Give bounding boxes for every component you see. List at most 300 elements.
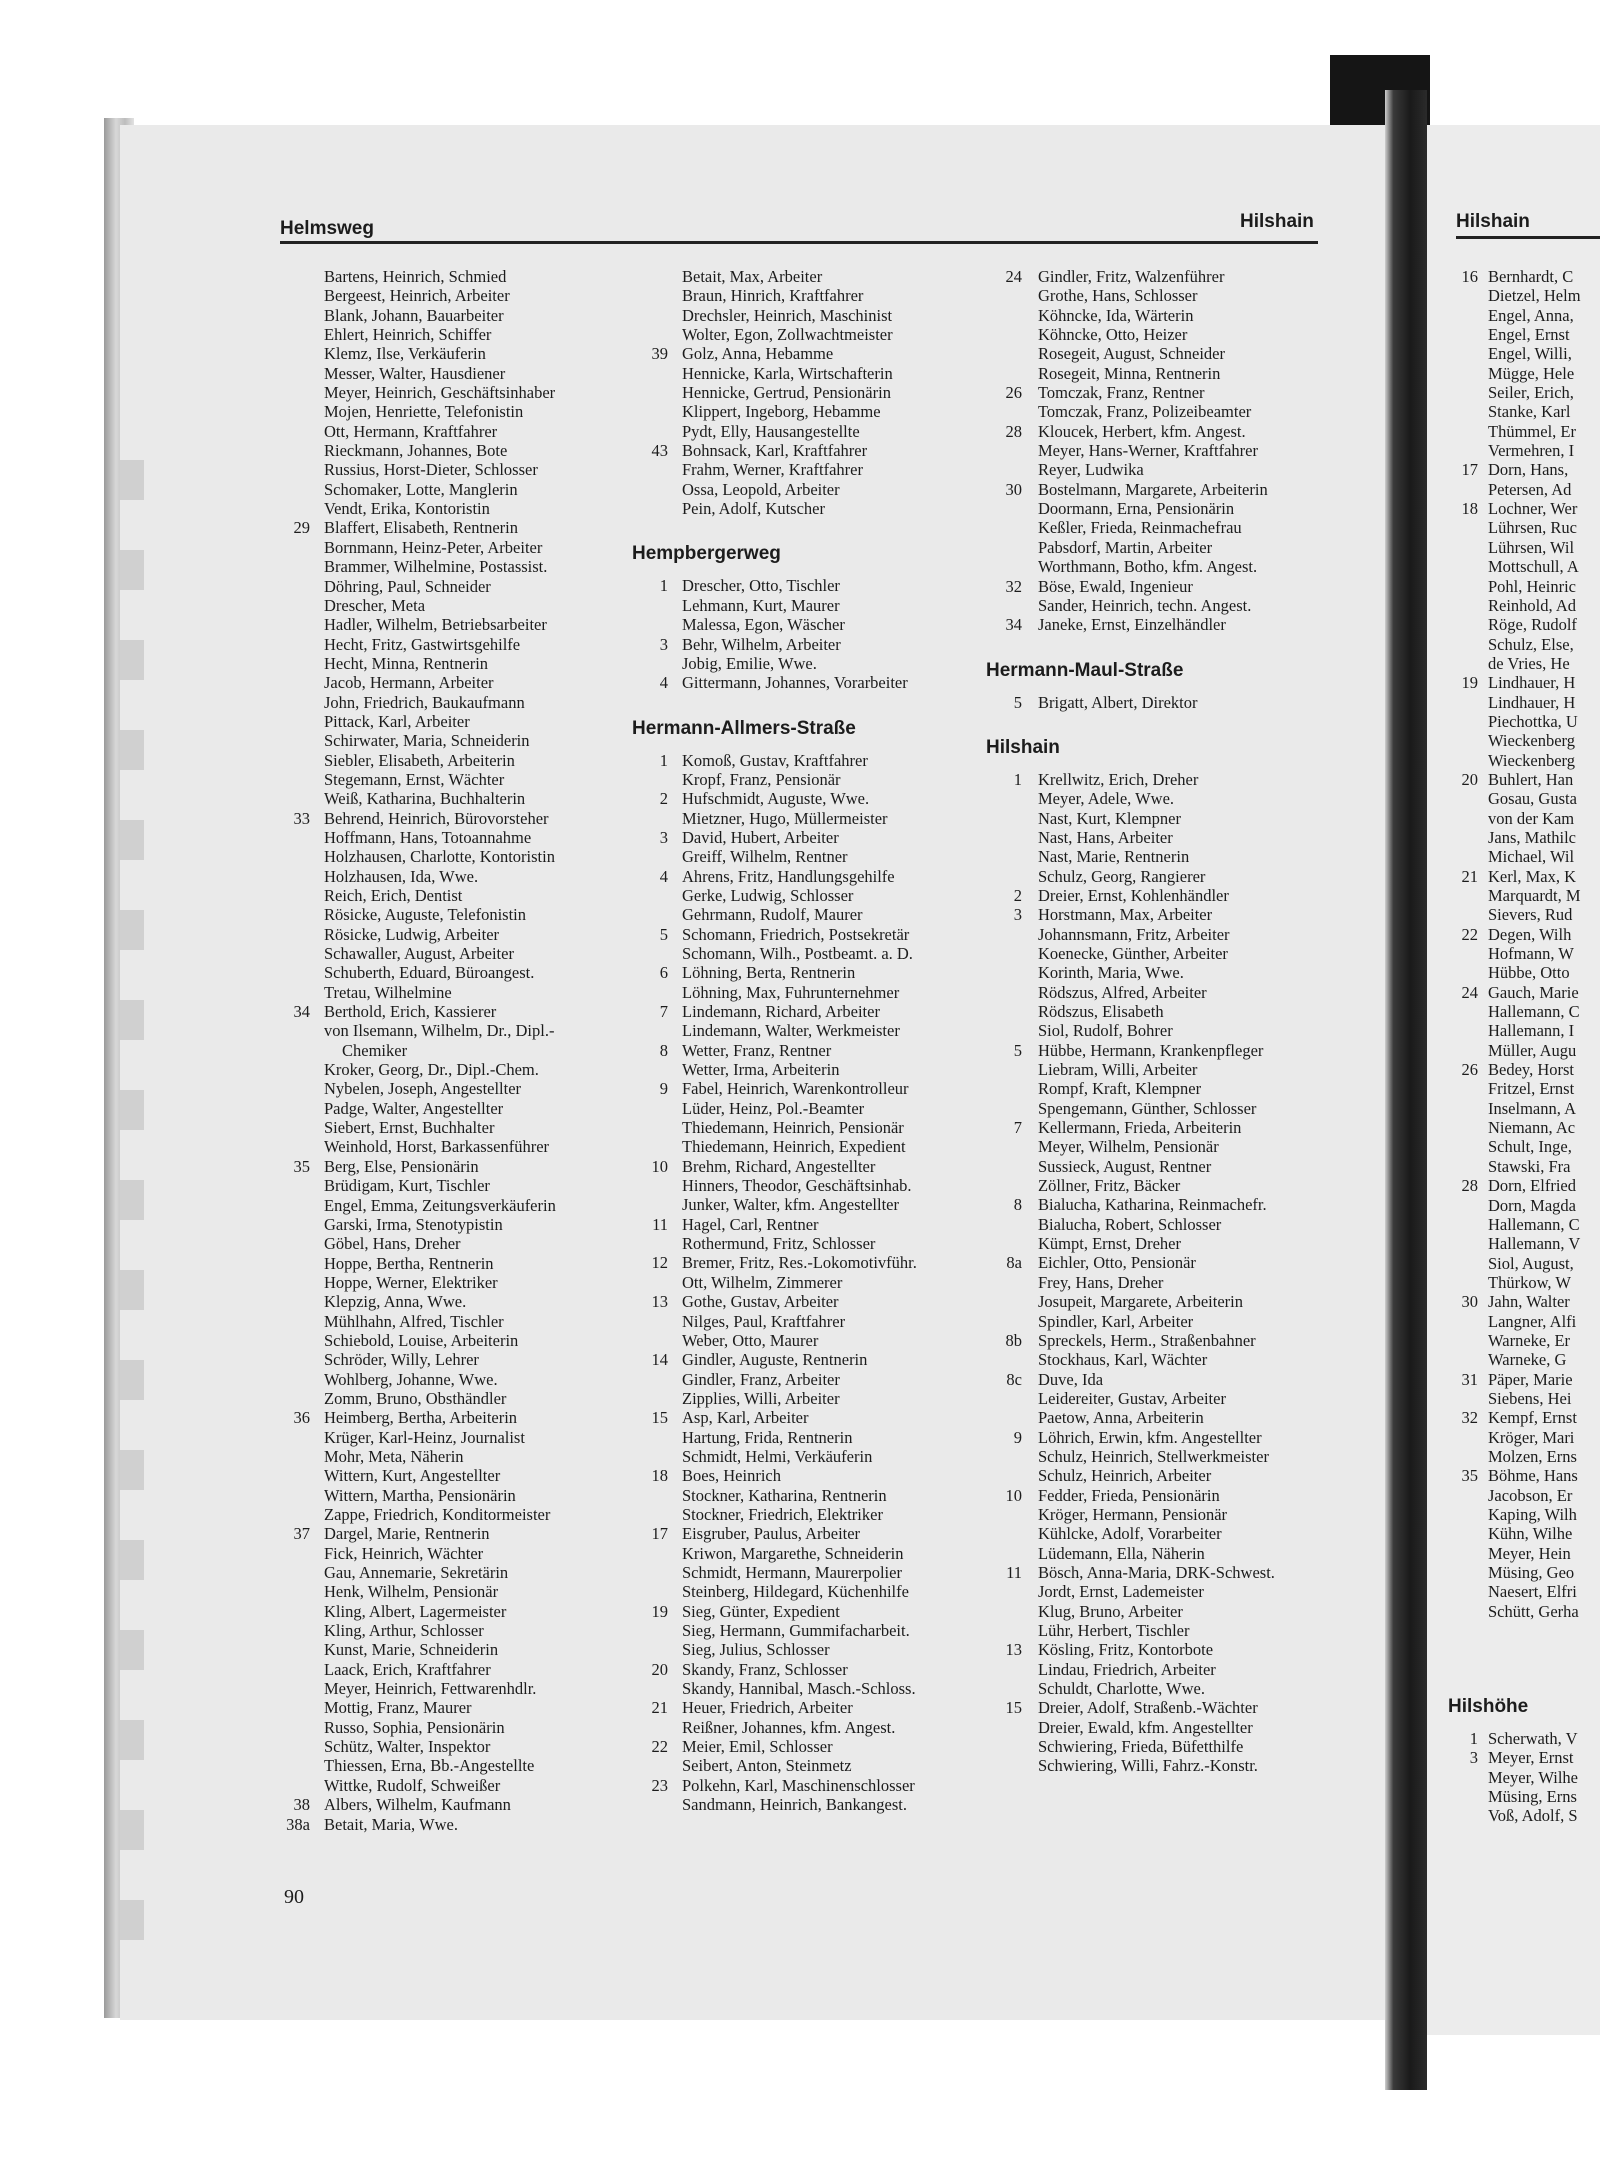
house-number: 38a — [286, 1814, 310, 1834]
resident-entry — [632, 1660, 992, 1679]
resident-name: Siol, August, — [1488, 1253, 1574, 1273]
resident-name: Brigatt, Albert, Direktor — [1038, 692, 1198, 712]
resident-name: Stawski, Fra — [1488, 1156, 1571, 1176]
resident-name: Schulz, Heinrich, Stellwerkmeister — [1038, 1446, 1269, 1466]
resident-entry — [986, 1331, 1346, 1350]
resident-name: Janeke, Ernst, Einzelhändler — [1038, 615, 1226, 635]
resident-name: Hübbe, Otto — [1488, 963, 1570, 983]
resident-name: Wittern, Kurt, Angestellter — [324, 1466, 501, 1486]
resident-name: Schult, Inge, — [1488, 1137, 1572, 1157]
resident-entry — [274, 1679, 634, 1698]
resident-name: Kling, Albert, Lagermeister — [324, 1601, 507, 1621]
resident-name: Thiedemann, Heinrich, Expedient — [682, 1137, 906, 1157]
resident-name: Schirwater, Maria, Schneiderin — [324, 731, 530, 751]
resident-entry — [1448, 1524, 1600, 1543]
resident-entry — [986, 1350, 1346, 1369]
resident-entry — [986, 1486, 1346, 1505]
resident-name: Köhncke, Otto, Heizer — [1038, 325, 1188, 345]
resident-name: Gindler, Auguste, Rentnerin — [682, 1350, 868, 1370]
resident-name: Döhring, Paul, Schneider — [324, 576, 491, 596]
resident-name: Bremer, Fritz, Res.-Lokomotivführ. — [682, 1253, 917, 1273]
resident-entry — [1448, 1021, 1600, 1040]
resident-entry — [1448, 944, 1600, 963]
resident-name: Siol, Rudolf, Bohrer — [1038, 1021, 1173, 1041]
resident-entry — [632, 1679, 992, 1698]
resident-entry — [1448, 460, 1600, 479]
page-header-right: Hilshain — [1240, 211, 1314, 232]
resident-name: Vendt, Erika, Kontoristin — [324, 499, 490, 519]
resident-entry — [274, 325, 634, 344]
resident-entry — [274, 1137, 634, 1156]
resident-entry — [1448, 925, 1600, 944]
resident-entry — [274, 441, 634, 460]
resident-entry — [986, 1582, 1346, 1601]
house-number: 26 — [1005, 383, 1022, 403]
resident-entry — [632, 596, 992, 615]
resident-name: Meyer, Adele, Wwe. — [1038, 789, 1175, 809]
resident-name: Drescher, Meta — [324, 595, 426, 615]
column-1 — [274, 267, 634, 1834]
resident-name: Kaping, Wilh — [1488, 1505, 1577, 1524]
house-number: 34 — [1005, 615, 1022, 635]
header-rule — [280, 241, 1318, 244]
resident-entry — [274, 1602, 634, 1621]
resident-entry — [986, 1505, 1346, 1524]
resident-entry — [1448, 441, 1600, 460]
resident-name: Nilges, Paul, Kraftfahrer — [682, 1311, 846, 1331]
resident-name: Mügge, Hele — [1488, 363, 1575, 383]
resident-name: Naesert, Elfri — [1488, 1582, 1577, 1602]
resident-entry — [986, 1099, 1346, 1118]
resident-name: Leidereiter, Gustav, Arbeiter — [1038, 1388, 1226, 1408]
resident-name: Wieckenberg — [1488, 731, 1575, 751]
resident-entry — [1448, 828, 1600, 847]
resident-entry — [986, 1718, 1346, 1737]
resident-entry — [274, 1428, 634, 1447]
resident-entry — [986, 1640, 1346, 1659]
resident-name: Bernhardt, C — [1488, 267, 1574, 286]
resident-entry — [274, 1466, 634, 1485]
resident-name: Hecht, Minna, Rentnerin — [324, 653, 489, 673]
resident-entry — [1448, 1137, 1600, 1156]
resident-entry — [274, 1350, 634, 1369]
resident-entry — [986, 518, 1346, 537]
column-3 — [986, 267, 1346, 1776]
resident-name: Bergeest, Heinrich, Arbeiter — [324, 286, 510, 306]
resident-name: Marquardt, M — [1488, 886, 1581, 905]
resident-entry — [1448, 963, 1600, 982]
resident-name: Lehmann, Kurt, Maurer — [682, 595, 840, 615]
resident-entry — [1448, 1215, 1600, 1234]
resident-entry — [1448, 673, 1600, 692]
resident-entry — [1448, 1582, 1600, 1601]
resident-entry — [986, 615, 1346, 634]
resident-entry — [274, 364, 634, 383]
resident-entry — [632, 789, 992, 808]
resident-name: Holzhausen, Ida, Wwe. — [324, 866, 479, 886]
resident-entry — [986, 983, 1346, 1002]
resident-name: Kroker, Georg, Dr., Dipl.-Chem. — [324, 1060, 539, 1080]
resident-entry — [1448, 809, 1600, 828]
resident-entry — [274, 286, 634, 305]
house-number: 20 — [1461, 769, 1478, 789]
resident-entry — [274, 751, 634, 770]
resident-name: Rödszus, Alfred, Arbeiter — [1038, 982, 1207, 1002]
resident-entry — [986, 789, 1346, 808]
house-number: 8 — [1013, 1195, 1022, 1215]
resident-entry — [632, 1428, 992, 1447]
resident-name: Ahrens, Fritz, Handlungsgehilfe — [682, 866, 895, 886]
house-number: 30 — [1461, 1292, 1478, 1312]
resident-name: Lindemann, Richard, Arbeiter — [682, 1002, 880, 1021]
resident-entry — [274, 1370, 634, 1389]
resident-entry — [986, 344, 1346, 363]
resident-name: Dorn, Elfried — [1488, 1176, 1576, 1196]
resident-name: Gerke, Ludwig, Schlosser — [682, 885, 854, 905]
resident-entry — [986, 1602, 1346, 1621]
resident-name: Weinhold, Horst, Barkassenführer — [324, 1137, 550, 1157]
resident-name: Stockner, Katharina, Rentnerin — [682, 1485, 887, 1505]
resident-entry — [632, 635, 992, 654]
resident-entry — [1448, 1118, 1600, 1137]
resident-entry — [274, 383, 634, 402]
resident-name: Hufschmidt, Auguste, Wwe. — [682, 789, 870, 809]
resident-entry — [274, 1292, 634, 1311]
resident-name: Siebert, Ernst, Buchhalter — [324, 1118, 495, 1138]
resident-entry — [632, 673, 992, 692]
resident-name: Stegemann, Ernst, Wächter — [324, 769, 505, 789]
resident-name: Kriwon, Margarethe, Schneiderin — [682, 1543, 904, 1563]
resident-name: Nybelen, Joseph, Angestellter — [324, 1079, 522, 1099]
resident-name: Klippert, Ingeborg, Hebamme — [682, 402, 881, 422]
resident-entry — [986, 1021, 1346, 1040]
resident-entry — [1448, 1806, 1600, 1825]
resident-name: Meyer, Heinrich, Geschäftsinhaber — [324, 383, 556, 403]
resident-name: Bohnsack, Karl, Kraftfahrer — [682, 441, 868, 461]
house-number: 22 — [651, 1737, 668, 1757]
resident-entry — [632, 460, 992, 479]
resident-name: Dietzel, Helm — [1488, 286, 1581, 306]
resident-entry — [632, 751, 992, 770]
resident-name: Schmidt, Helmi, Verkäuferin — [682, 1446, 873, 1466]
resident-name: Kerl, Max, K — [1488, 866, 1576, 886]
resident-entry — [1448, 1787, 1600, 1806]
resident-name: Hoffmann, Hans, Totoannahme — [324, 827, 532, 847]
resident-entry — [632, 1582, 992, 1601]
resident-entry — [1448, 557, 1600, 576]
resident-entry — [986, 499, 1346, 518]
resident-entry — [1448, 499, 1600, 518]
resident-name: Meyer, Wilhe — [1488, 1767, 1579, 1787]
resident-name: Malessa, Egon, Wäscher — [682, 615, 845, 635]
resident-entry — [986, 1292, 1346, 1311]
resident-entry — [1448, 886, 1600, 905]
resident-name: Wohlberg, Johanne, Wwe. — [324, 1369, 498, 1389]
resident-entry — [274, 1621, 634, 1640]
resident-name: Messer, Walter, Hausdiener — [324, 363, 506, 383]
resident-entry — [632, 1234, 992, 1253]
resident-entry — [986, 828, 1346, 847]
resident-name: Müller, Augu — [1488, 1040, 1577, 1060]
resident-entry — [1448, 905, 1600, 924]
resident-name: Zomm, Bruno, Obsthändler — [324, 1388, 507, 1408]
resident-entry — [1448, 1563, 1600, 1582]
resident-name: Reinhold, Ad — [1488, 595, 1577, 615]
resident-entry — [1448, 480, 1600, 499]
house-number: 13 — [1005, 1640, 1022, 1660]
resident-entry — [986, 557, 1346, 576]
house-number: 1 — [1013, 769, 1022, 789]
resident-name: Behr, Wilhelm, Arbeiter — [682, 634, 841, 654]
resident-name: Steinberg, Hildegard, Küchenhilfe — [682, 1582, 909, 1602]
resident-name: Bösch, Anna-Maria, DRK-Schwest. — [1038, 1562, 1275, 1582]
resident-name: Weber, Otto, Maurer — [682, 1330, 819, 1350]
resident-name: Gindler, Fritz, Walzenführer — [1038, 267, 1225, 286]
resident-entry — [1448, 422, 1600, 441]
resident-entry — [986, 1157, 1346, 1176]
resident-entry — [632, 1157, 992, 1176]
resident-name: Gosau, Gusta — [1488, 789, 1577, 809]
resident-entry — [1448, 1350, 1600, 1369]
resident-entry — [632, 1563, 992, 1582]
resident-name: Seibert, Anton, Steinmetz — [682, 1756, 852, 1776]
resident-entry — [632, 325, 992, 344]
resident-entry — [986, 402, 1346, 421]
next-page-header: Hilshain — [1456, 211, 1530, 232]
resident-name: Inselmann, A — [1488, 1098, 1576, 1118]
resident-entry — [632, 905, 992, 924]
resident-name: Blaffert, Elisabeth, Rentnerin — [324, 518, 518, 538]
resident-entry — [1448, 1447, 1600, 1466]
resident-entry — [1448, 867, 1600, 886]
resident-name: Päper, Marie — [1488, 1369, 1573, 1389]
house-number: 15 — [1005, 1698, 1022, 1718]
resident-name: Mühlhahn, Alfred, Tischler — [324, 1311, 504, 1331]
resident-entry — [1448, 1602, 1600, 1621]
resident-name: Mietzner, Hugo, Müllermeister — [682, 808, 888, 828]
resident-entry — [1448, 1292, 1600, 1311]
resident-entry — [274, 789, 634, 808]
resident-entry — [986, 364, 1346, 383]
resident-name: John, Friedrich, Baukaufmann — [324, 692, 525, 712]
resident-entry — [986, 944, 1346, 963]
resident-entry — [632, 867, 992, 886]
resident-entry — [274, 1196, 634, 1215]
resident-entry — [632, 1718, 992, 1737]
resident-entry — [632, 770, 992, 789]
resident-entry — [986, 1041, 1346, 1060]
resident-name: Polkehn, Karl, Maschinenschlosser — [682, 1775, 915, 1795]
resident-name: Göbel, Hans, Dreher — [324, 1234, 461, 1254]
resident-entry — [632, 286, 992, 305]
resident-name: Hadler, Wilhelm, Betriebsarbeiter — [324, 615, 547, 635]
resident-name: Hinners, Theodor, Geschäftsinhab. — [682, 1176, 912, 1196]
resident-entry — [986, 1273, 1346, 1292]
house-number: 6 — [659, 963, 668, 983]
resident-name: Heuer, Friedrich, Arbeiter — [682, 1698, 853, 1718]
resident-name: Spindler, Karl, Arbeiter — [1038, 1311, 1194, 1331]
resident-name: Ehlert, Heinrich, Schiffer — [324, 325, 492, 345]
resident-name: Jacob, Hermann, Arbeiter — [324, 673, 494, 693]
resident-name: Mohr, Meta, Näherin — [324, 1446, 464, 1466]
resident-entry — [274, 1079, 634, 1098]
house-number: 36 — [293, 1408, 310, 1428]
resident-name: Mottschull, A — [1488, 557, 1579, 577]
resident-name: Kempf, Ernst — [1488, 1408, 1577, 1428]
resident-entry — [1448, 1370, 1600, 1389]
resident-name: Kühlcke, Adolf, Vorarbeiter — [1038, 1524, 1222, 1544]
resident-entry — [274, 828, 634, 847]
resident-entry — [1448, 751, 1600, 770]
house-number: 17 — [651, 1524, 668, 1544]
resident-name: Padge, Walter, Angestellter — [324, 1098, 504, 1118]
resident-name: Greiff, Wilhelm, Rentner — [682, 847, 848, 867]
resident-name: Sievers, Rud — [1488, 905, 1573, 925]
resident-name: Rothermund, Fritz, Schlosser — [682, 1234, 876, 1254]
resident-entry — [986, 1312, 1346, 1331]
resident-entry — [986, 1002, 1346, 1021]
resident-entry — [632, 402, 992, 421]
resident-entry — [986, 460, 1346, 479]
resident-name: Löhning, Max, Fuhrunternehmer — [682, 982, 900, 1002]
resident-name: Niemann, Ac — [1488, 1118, 1576, 1138]
resident-name: Tomczak, Franz, Rentner — [1038, 383, 1205, 403]
resident-entry — [1448, 1234, 1600, 1253]
resident-name: Schomann, Wilh., Postbeamt. a. D. — [682, 943, 913, 963]
resident-name: Voß, Adolf, S — [1488, 1806, 1578, 1826]
resident-name: Müsing, Erns — [1488, 1787, 1577, 1807]
resident-entry — [986, 1176, 1346, 1195]
resident-entry — [274, 1157, 634, 1176]
resident-entry — [1448, 1176, 1600, 1195]
resident-entry — [986, 1215, 1346, 1234]
resident-entry — [1448, 596, 1600, 615]
house-number: 20 — [651, 1659, 668, 1679]
resident-name: Pein, Adolf, Kutscher — [682, 499, 825, 519]
resident-name: Korinth, Maria, Wwe. — [1038, 963, 1184, 983]
resident-entry — [632, 1698, 992, 1717]
resident-entry — [1448, 344, 1600, 363]
resident-name: Worthmann, Botho, kfm. Angest. — [1038, 557, 1258, 577]
resident-entry — [986, 1137, 1346, 1156]
resident-name: Molzen, Erns — [1488, 1446, 1577, 1466]
resident-entry — [274, 615, 634, 634]
resident-name: Gehrmann, Rudolf, Maurer — [682, 905, 863, 925]
resident-name: Degen, Wilh — [1488, 924, 1572, 944]
resident-name: Schmidt, Hermann, Maurerpolier — [682, 1562, 902, 1582]
resident-name: Jans, Mathilc — [1488, 827, 1576, 847]
resident-entry — [632, 1118, 992, 1137]
resident-entry — [986, 770, 1346, 789]
resident-name: Pabsdorf, Martin, Arbeiter — [1038, 537, 1213, 557]
resident-entry — [274, 306, 634, 325]
resident-entry — [1448, 1331, 1600, 1350]
resident-name: Eichler, Otto, Pensionär — [1038, 1253, 1196, 1273]
resident-name: Wittke, Rudolf, Schweißer — [324, 1775, 501, 1795]
resident-name: Skandy, Hannibal, Masch.-Schloss. — [682, 1679, 916, 1699]
resident-entry — [1448, 518, 1600, 537]
resident-entry — [986, 577, 1346, 596]
resident-entry — [632, 828, 992, 847]
resident-name: Meyer, Heinrich, Fettwarenhdlr. — [324, 1679, 537, 1699]
resident-entry — [274, 905, 634, 924]
resident-name: Hagel, Carl, Rentner — [682, 1214, 819, 1234]
resident-name: Mottig, Franz, Maurer — [324, 1698, 472, 1718]
resident-name: Warneke, G — [1488, 1350, 1567, 1370]
house-number: 29 — [293, 518, 310, 538]
resident-entry — [1448, 1544, 1600, 1563]
resident-entry — [274, 480, 634, 499]
resident-name: Müsing, Geo — [1488, 1563, 1575, 1583]
resident-entry — [1448, 267, 1600, 286]
resident-name: Betait, Maria, Wwe. — [324, 1814, 458, 1834]
resident-name: Stanke, Karl — [1488, 402, 1571, 422]
resident-entry — [274, 1505, 634, 1524]
resident-entry — [986, 441, 1346, 460]
resident-name: Zappe, Friedrich, Konditormeister — [324, 1505, 551, 1524]
resident-entry — [632, 1408, 992, 1427]
resident-name: Golz, Anna, Hebamme — [682, 344, 834, 364]
resident-entry — [986, 1118, 1346, 1137]
resident-entry — [986, 1447, 1346, 1466]
house-number: 23 — [651, 1775, 668, 1795]
resident-name: Laack, Erich, Kraftfahrer — [324, 1659, 491, 1679]
resident-entry — [986, 1544, 1346, 1563]
resident-entry — [632, 1350, 992, 1369]
house-number: 32 — [1005, 576, 1022, 596]
resident-entry — [274, 1041, 634, 1060]
resident-name: Lochner, Wer — [1488, 499, 1578, 519]
resident-entry — [1448, 654, 1600, 673]
resident-entry — [986, 925, 1346, 944]
resident-name: Vermehren, I — [1488, 441, 1575, 461]
resident-entry — [632, 925, 992, 944]
house-number: 1 — [659, 750, 668, 770]
resident-entry — [274, 1215, 634, 1234]
resident-entry — [632, 383, 992, 402]
resident-name: Meyer, Hein — [1488, 1543, 1571, 1563]
binding-shadow — [120, 460, 144, 1940]
house-number: 24 — [1005, 267, 1022, 286]
resident-name: Kropf, Franz, Pensionär — [682, 769, 841, 789]
resident-name: Schulz, Georg, Rangierer — [1038, 866, 1206, 886]
resident-name: Krüger, Karl-Heinz, Journalist — [324, 1427, 525, 1447]
resident-name: Hennicke, Karla, Wirtschafterin — [682, 363, 893, 383]
resident-name: Keßler, Frieda, Reinmachefrau — [1038, 518, 1242, 538]
resident-name: Engel, Anna, — [1488, 305, 1574, 325]
resident-name: Lindhauer, H — [1488, 673, 1576, 693]
house-number: 38 — [293, 1795, 310, 1815]
resident-entry — [274, 1776, 634, 1795]
resident-name: Paetow, Anna, Arbeiterin — [1038, 1408, 1204, 1428]
resident-name: Röge, Rudolf — [1488, 615, 1577, 635]
resident-entry — [986, 1698, 1346, 1717]
resident-name: Schawaller, August, Arbeiter — [324, 944, 514, 964]
resident-entry — [986, 422, 1346, 441]
resident-entry — [632, 1176, 992, 1195]
resident-name: Lindemann, Walter, Werkmeister — [682, 1021, 900, 1041]
resident-name: Chemiker — [342, 1040, 408, 1060]
resident-entry — [632, 1099, 992, 1118]
resident-entry — [274, 886, 634, 905]
resident-name: Koenecke, Günther, Arbeiter — [1038, 943, 1228, 963]
resident-entry — [986, 1756, 1346, 1775]
resident-entry — [274, 1756, 634, 1775]
resident-name: Hallemann, I — [1488, 1021, 1575, 1041]
resident-name: von der Kam — [1488, 808, 1575, 828]
resident-entry — [632, 267, 992, 286]
house-number: 3 — [659, 827, 668, 847]
